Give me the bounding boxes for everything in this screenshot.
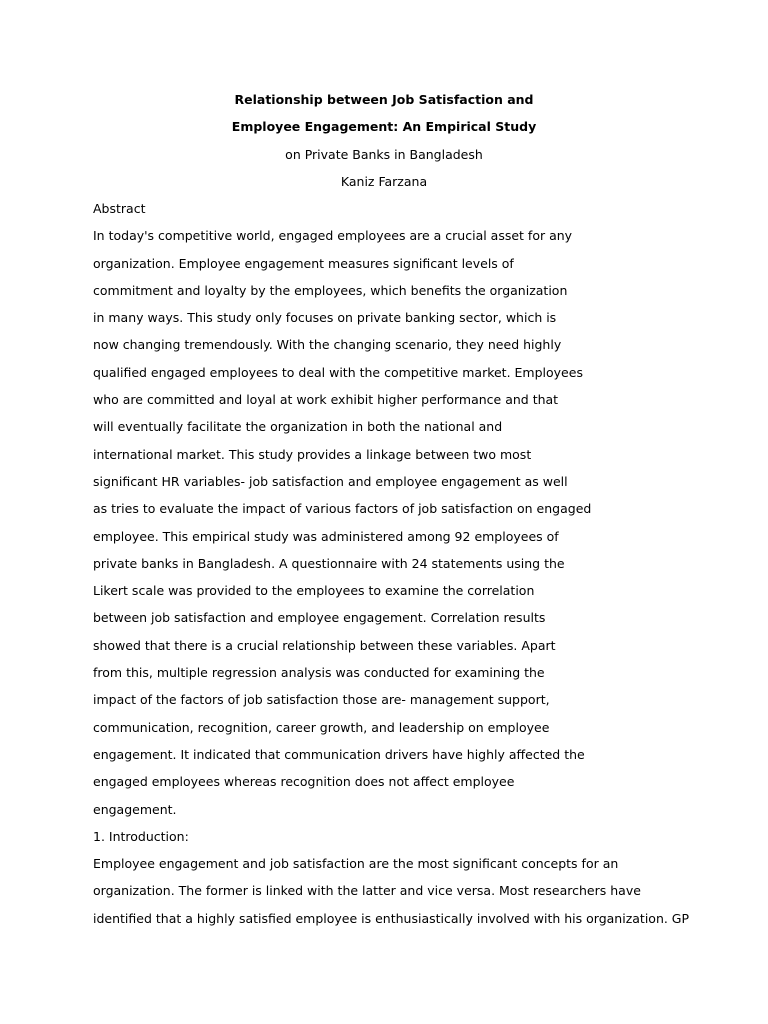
paper-title-line-2: Employee Engagement: An Empirical Study bbox=[231, 119, 537, 135]
abstract-line: engagement. bbox=[93, 801, 177, 817]
abstract-line: impact of the factors of job satisfaction those are- management support, bbox=[93, 692, 550, 708]
introduction-line: organization. The former is linked with the latter and vice versa. Most researchers have bbox=[93, 883, 641, 899]
abstract-line: who are committed and loyal at work exhibit higher performance and that bbox=[93, 392, 559, 408]
abstract-line: in many ways. This study only focuses on private banking sector, which is bbox=[93, 310, 557, 326]
abstract-line: significant HR variables- job satisfaction and employee engagement as well bbox=[93, 473, 568, 489]
paper-title-line-3: on Private Banks in Bangladesh bbox=[285, 146, 483, 162]
abstract-line: engaged employees whereas recognition does not affect employee bbox=[93, 774, 515, 790]
introduction-line: identified that a highly satisfied employee is enthusiastically involved with his organization. GP bbox=[93, 910, 690, 926]
paper-title-line-1: Relationship between Job Satisfaction and bbox=[234, 92, 534, 107]
body-text bbox=[93, 195, 690, 932]
introduction-line: Employee engagement and job satisfaction are the most significant concepts for an bbox=[93, 856, 619, 872]
abstract-line: now changing tremendously. With the changing scenario, they need highly bbox=[93, 337, 562, 353]
abstract-line: communication, recognition, career growth, and leadership on employee bbox=[93, 719, 550, 735]
abstract-line: employee. This empirical study was administered among 92 employees of bbox=[93, 528, 559, 544]
author-name: Kaniz Farzana bbox=[340, 173, 428, 189]
abstract-line: organization. Employee engagement measures significant levels of bbox=[93, 255, 514, 271]
abstract-line: private banks in Bangladesh. A questionnaire with 24 statements using the bbox=[93, 555, 565, 571]
abstract-line: showed that there is a crucial relationship between these variables. Apart bbox=[93, 637, 556, 653]
abstract-line: will eventually facilitate the organization in both the national and bbox=[93, 419, 503, 435]
abstract-line: qualified engaged employees to deal with the competitive market. Employees bbox=[93, 364, 583, 380]
abstract-line: as tries to evaluate the impact of various factors of job satisfaction on engaged bbox=[93, 501, 592, 517]
abstract-line: international market. This study provides a linkage between two most bbox=[93, 446, 532, 462]
abstract-line: from this, multiple regression analysis was conducted for examining the bbox=[93, 665, 545, 681]
abstract-line: engagement. It indicated that communication drivers have highly affected the bbox=[93, 746, 585, 762]
abstract-line: Likert scale was provided to the employees to examine the correlation bbox=[93, 583, 535, 599]
abstract-line: between job satisfaction and employee engagement. Correlation results bbox=[93, 610, 546, 626]
abstract-line: In today's competitive world, engaged employees are a crucial asset for any bbox=[93, 228, 573, 244]
abstract-heading: Abstract bbox=[93, 201, 146, 216]
introduction-heading: 1. Introduction: bbox=[93, 828, 189, 844]
abstract-line: commitment and loyalty by the employees, which benefits the organization bbox=[93, 282, 568, 298]
title-block bbox=[0, 86, 768, 195]
